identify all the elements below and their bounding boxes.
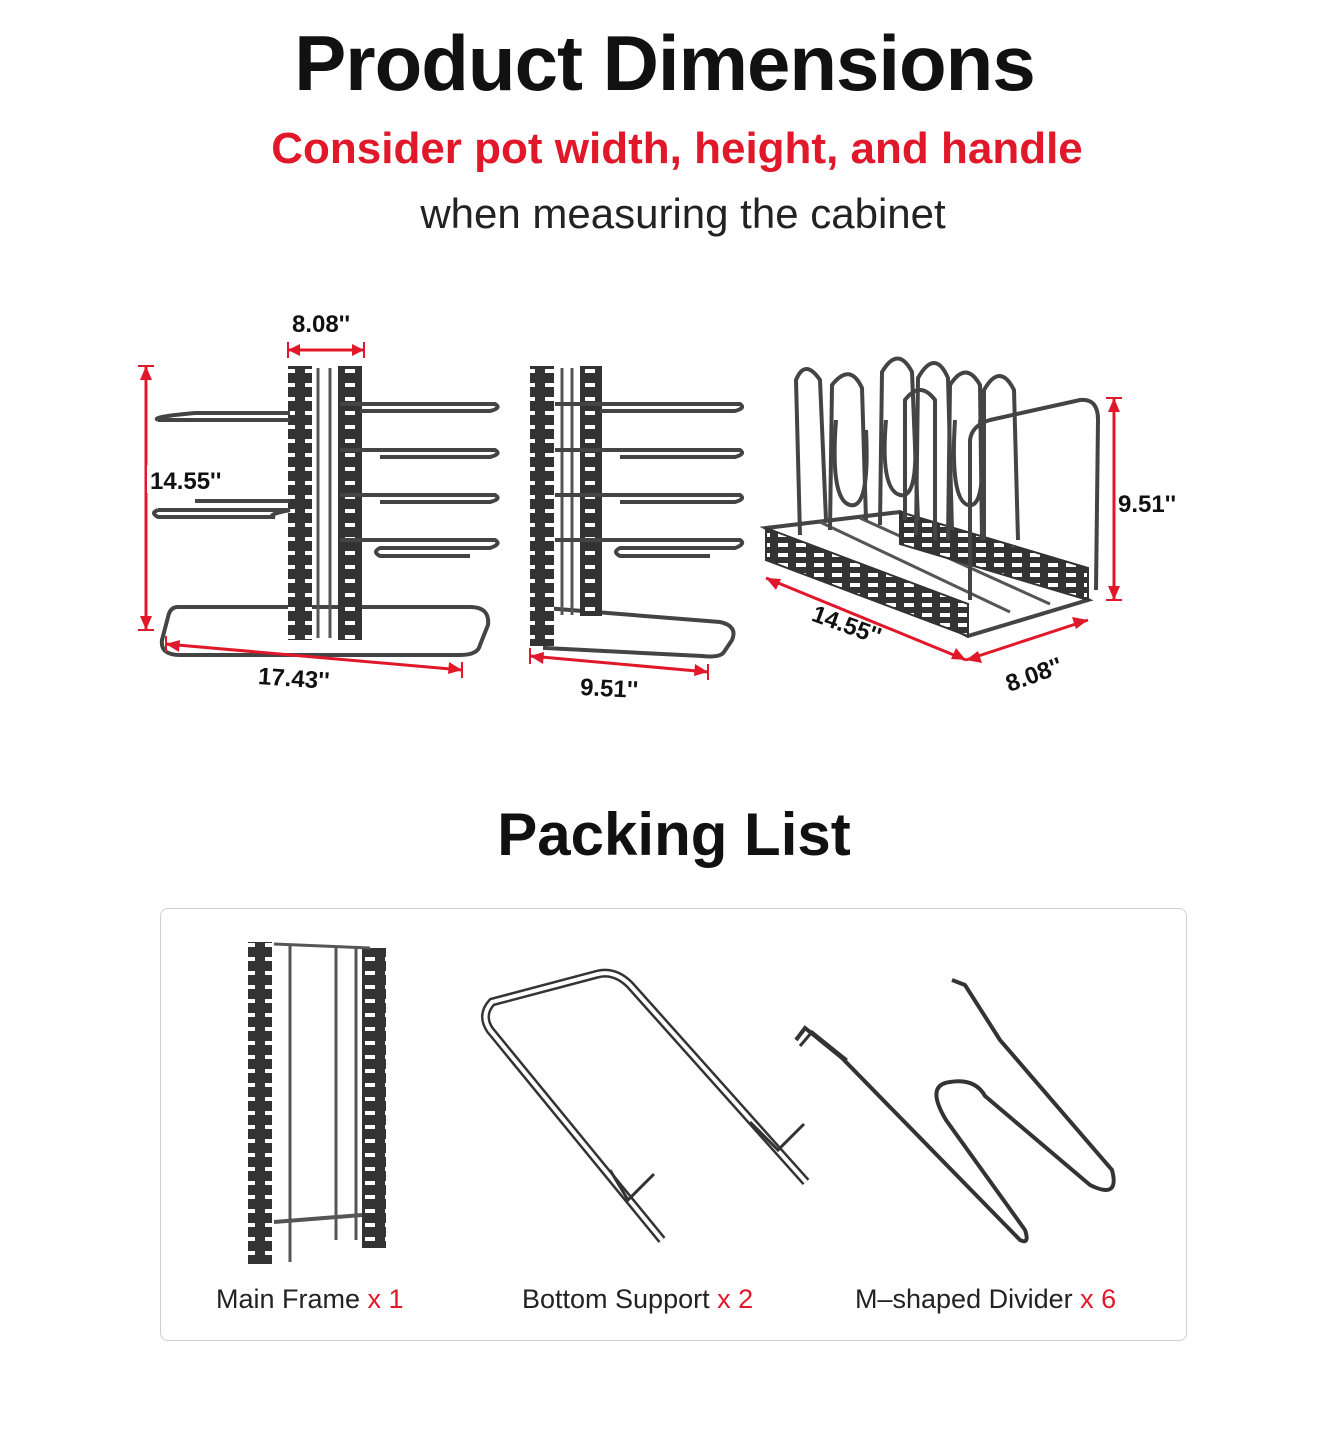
packing-item-m-divider — [855, 1284, 1116, 1315]
dimension-drawings — [0, 290, 1329, 730]
item-qty: x 1 — [367, 1284, 404, 1314]
subtitle: when measuring the cabinet — [420, 190, 946, 237]
packing-list-title: Packing List — [497, 801, 851, 868]
item-qty: x 2 — [717, 1284, 754, 1314]
dim-height-right: 9.51'' — [1118, 491, 1177, 518]
packing-item-main-frame — [216, 1284, 404, 1315]
rack-left-drawing — [138, 311, 498, 695]
page-title: Product Dimensions — [294, 19, 1035, 107]
subtitle-highlight: Consider pot width, height, and handle — [271, 124, 1083, 173]
dim-length-right: 14.55'' — [808, 600, 885, 651]
m-divider-drawing — [796, 980, 1114, 1241]
dim-height-left: 14.55'' — [150, 468, 222, 495]
dim-top-width: 8.08'' — [292, 311, 351, 338]
rack-right-drawing — [766, 359, 1176, 698]
item-name: Main Frame — [216, 1284, 361, 1314]
packing-list-drawings — [160, 908, 1187, 1341]
dim-base-width-left: 17.43'' — [257, 663, 331, 696]
dim-depth-right: 8.08'' — [1002, 652, 1067, 698]
packing-item-bottom-support — [522, 1284, 753, 1315]
item-name: M–shaped Divider — [855, 1284, 1073, 1314]
rack-middle-drawing — [530, 366, 742, 704]
item-name: Bottom Support — [522, 1284, 710, 1314]
main-frame-drawing — [248, 942, 386, 1264]
dim-base-width-middle: 9.51'' — [579, 673, 639, 704]
bottom-support-drawing — [485, 973, 806, 1240]
item-qty: x 6 — [1080, 1284, 1117, 1314]
